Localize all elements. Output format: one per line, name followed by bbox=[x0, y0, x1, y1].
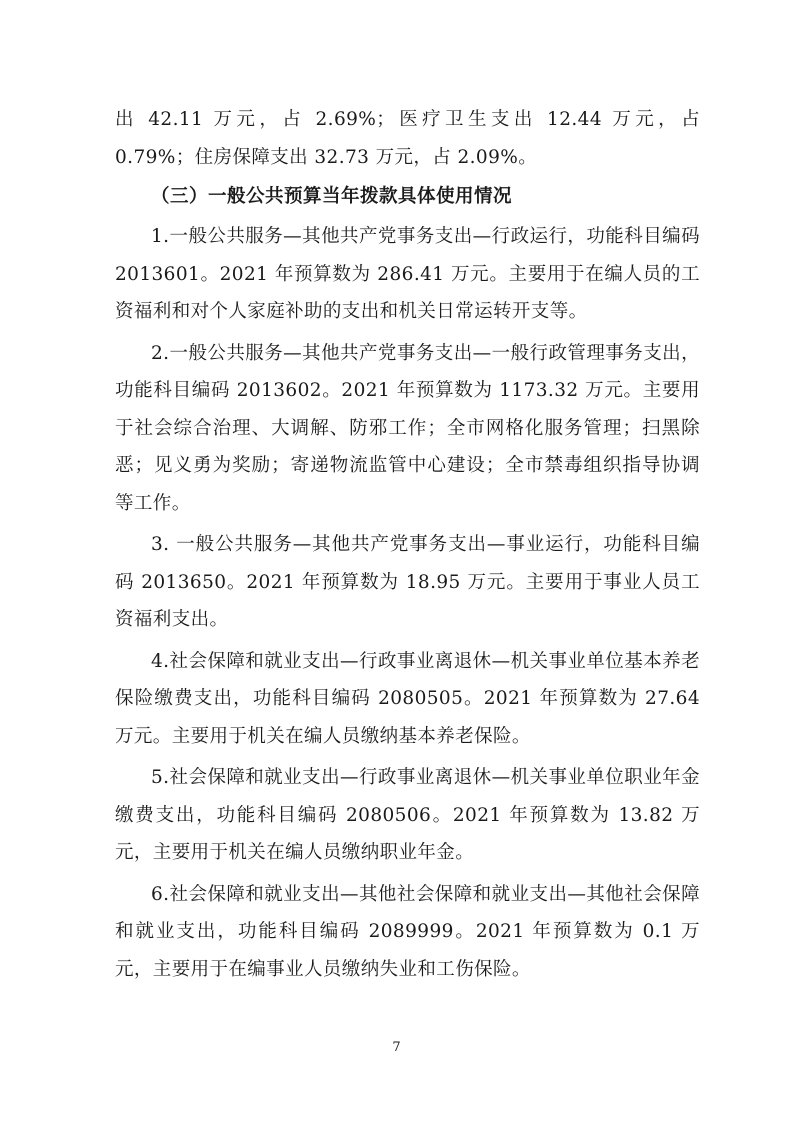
page-number: 7 bbox=[392, 1040, 401, 1055]
list-item-6: 6.社会保障和就业支出—其他社会保障和就业支出—其他社会保障和就业支出，功能科目编码 2089999。2021 年预算数为 0.1 万元，主要用于在编事业人员缴纳失业和工伤保险。 bbox=[115, 883, 700, 980]
list-item-4: 4.社会保障和就业支出—行政事业离退休—机关事业单位基本养老保险缴费支出，功能科目编码 2080505。2021 年预算数为 27.64 万元。主要用于机关在编人员缴纳基本养老保险。 bbox=[115, 650, 700, 747]
list-item-5: 5.社会保障和就业支出—行政事业离退休—机关事业单位职业年金缴费支出，功能科目编码 2080506。2021 年预算数为 13.82 万元，主要用于机关在编人员缴纳职业年金。 bbox=[115, 767, 700, 863]
list-item-2: 2.一般公共服务—其他共产党事务支出—一般行政管理事务支出，功能科目编码 2013602。2021 年预算数为 1173.32 万元。主要用于社会综合治理、大调解、防邪工作；全市网格化服务管理；扫黑除恶；见义勇为奖励；寄递物流监管中心建设；全市禁毒组织指导协调等工作。 bbox=[115, 342, 700, 514]
list-item-1: 1.一般公共服务—其他共产党事务支出—行政运行，功能科目编码 2013601。2021 年预算数为 286.41 万元。主要用于在编人员的工资福利和对个人家庭补助的支出和机关日常运转开支等。 bbox=[115, 226, 700, 322]
item-list bbox=[115, 218, 700, 992]
list-item-3: 3. 一般公共服务—其他共产党事务支出—事业运行，功能科目编码 2013650。2021 年预算数为 18.95 万元。主要用于事业人员工资福利支出。 bbox=[115, 534, 700, 630]
intro-paragraph: 出 42.11 万元，占 2.69%；医疗卫生支出 12.44 万元，占 0.79%；住房保障支出 32.73 万元，占 2.09%。 bbox=[115, 109, 700, 168]
section-heading: （三）一般公共预算当年拨款具体使用情况 bbox=[151, 186, 513, 207]
